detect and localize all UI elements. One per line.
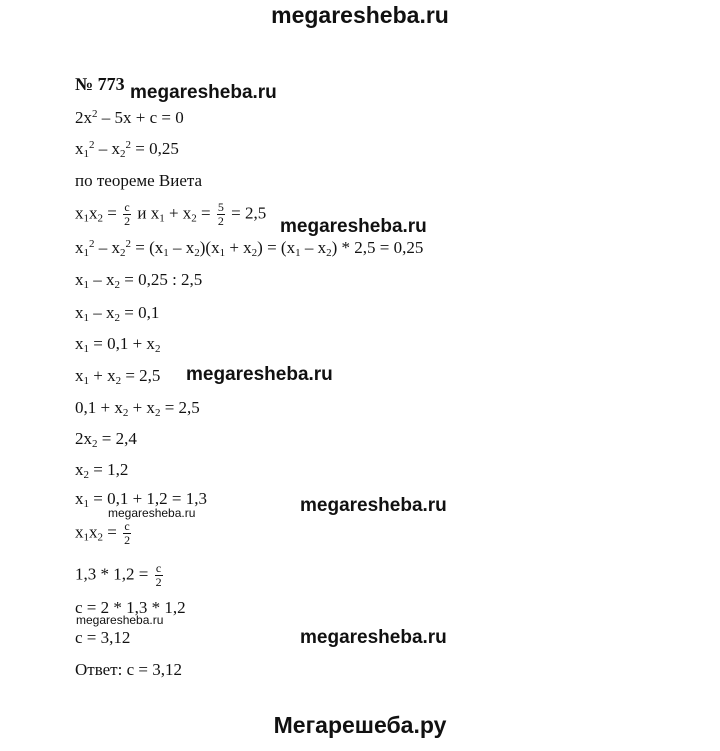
watermark: megaresheba.ru [300,495,447,516]
fraction: $\frac{c}{2}$ [124,200,131,228]
equation-line-8: $x_1 = 0,1 + x_2$ [75,334,161,355]
watermark: megaresheba.ru [280,216,427,237]
footer-watermark[interactable]: Мегарешеба.ру [273,712,447,738]
watermark: megaresheba.ru [130,82,277,103]
equation-line-12: $x_2 = 1,2$ [75,460,129,481]
equation-line-15: 1,3 * 1,2 = $\frac{c}{2}$ [75,561,162,589]
equation-line-1: $2x^2 - 5x + c = 0$ [75,108,184,127]
equation-line-10: $0,1 + x_2 + x_2 = 2,5$ [75,398,200,419]
answer-line: Ответ: c = 3,12 [75,660,182,679]
equation-line-13: $x_1 = 0,1 + 1,2 = 1,3$ [75,489,208,510]
theorem-text: по теореме Виета [75,171,203,190]
equation-line-9: $x_1 + x_2 = 2,5$ [75,366,161,387]
equation-line-6: $x_1 - x_2 = 0,25$ : 2,5 [75,270,203,291]
header-watermark[interactable]: megaresheba.ru [271,2,449,28]
equation-line-14: $x_1x_2$ = $\frac{c}{2}$ [75,519,131,547]
equation-line-4: $x_1x_2$ = $\frac{c}{2}$ и $x_1 + x_2$ = $\frac{5}{2}$ = 2,5 [75,200,267,228]
equation-line-16: c = 2 * 1,3 * 1,2 [75,598,186,617]
equation-line-7: $x_1 - x_2 = 0,1$ [75,303,160,324]
fraction: $\frac{c}{2}$ [124,519,131,547]
equation-line-5: $x_1^2 - x_2^2 = (x_1 - x_2)(x_1 + x_2) = (x_1 - x_2) * 2,5 = 0,25$ [75,238,424,259]
equation-line-2: $x_1^2 - x_2^2 = 0,25$ [75,139,179,160]
equation-line-11: $2x_2 = 2,4$ [75,429,137,450]
fraction: $\frac{5}{2}$ [217,200,224,228]
problem-number: № 773 [75,74,125,94]
watermark: megaresheba.ru [300,627,447,648]
watermark-small: megaresheba.ru [76,613,164,627]
fraction: $\frac{c}{2}$ [155,561,162,589]
watermark: megaresheba.ru [186,364,333,385]
watermark-small: megaresheba.ru [108,506,196,520]
equation-line-17: c = 3,12 [75,628,131,647]
